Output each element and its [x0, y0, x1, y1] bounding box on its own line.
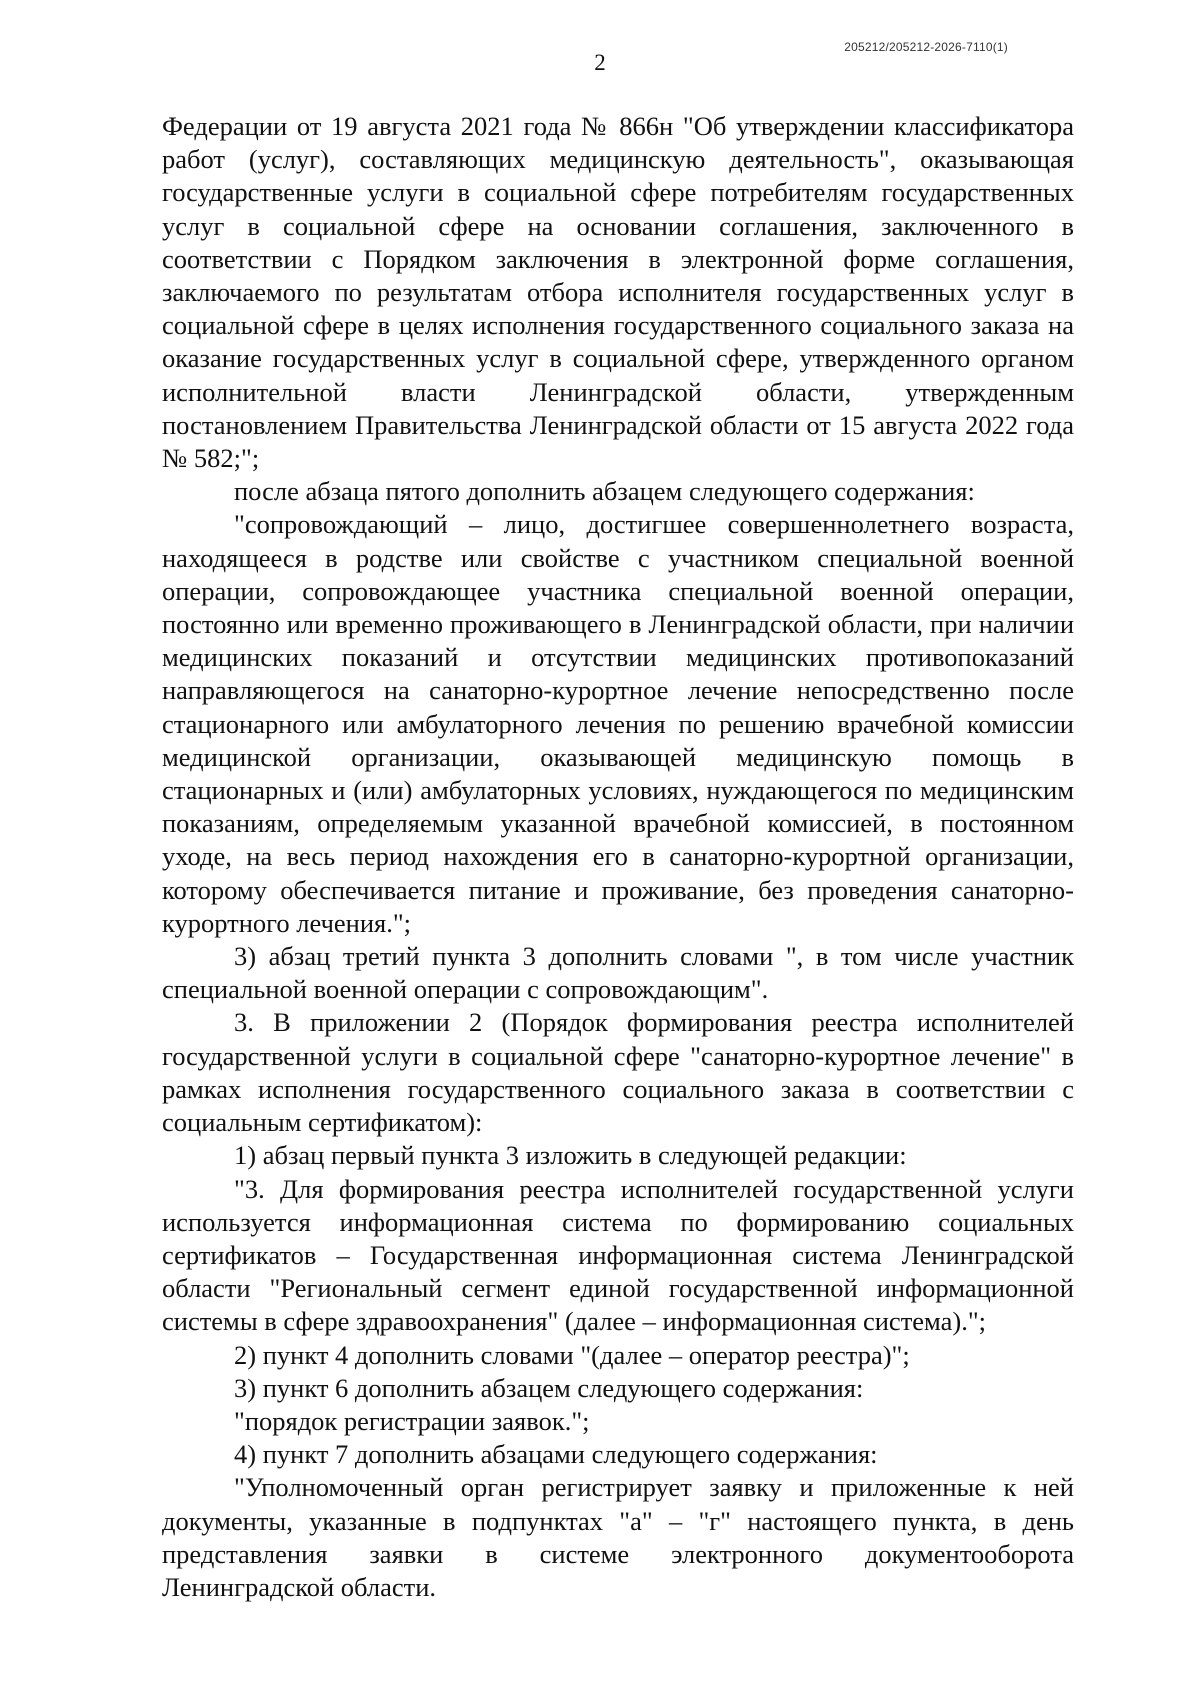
- paragraph: 2) пункт 4 дополнить словами "(далее – оператор реестра)";: [234, 1339, 910, 1370]
- paragraph: "сопровождающий – лицо, достигшее совершеннолетнего возраста, находящееся в родстве или свойстве с участником специальной военной операции, сопровождающее участника специальной военной операции, постоянно или временно проживающего в Ленинградской области, при наличии медицинских показаний и отсутствии медицинских противопоказаний направляющегося на санаторно-курортное лечение непосредственно после стационарного или амбулаторного лечения по решению врачебной комиссии медицинской организации, оказывающей медицинскую помощь в стационарных и (или) амбулаторных условиях, нуждающегося по медицинским показаниям, определяемым указанной врачебной комиссией, в постоянном уходе, на весь период нахождения его в санаторно-курортной организации, которому обеспечивается питание и проживание, без проведения санаторно-курортного лечения.";: [162, 509, 1074, 938]
- document-id: 205212/205212-2026-7110(1): [844, 40, 1008, 54]
- paragraph: 1) абзац первый пункта 3 изложить в следующей редакции:: [234, 1140, 907, 1171]
- paragraph: "Уполномоченный орган регистрирует заявку и приложенные к ней документы, указанные в подпунктах "а" – "г" настоящего пункта, в день представления заявки в системе электронного документооборота Ленинградской области.: [162, 1472, 1074, 1602]
- paragraph: 4) пункт 7 дополнить абзацами следующего содержания:: [234, 1439, 878, 1470]
- document-body: [162, 110, 1074, 1604]
- paragraph: 3) пункт 6 дополнить абзацем следующего содержания:: [234, 1372, 864, 1403]
- page-number: 2: [594, 50, 606, 75]
- paragraph: после абзаца пятого дополнить абзацем следующего содержания:: [234, 476, 975, 507]
- paragraph: "3. Для формирования реестра исполнителей государственной услуги используется информационная система по формированию социальных сертификатов – Государственная информационная система Ленинградской области "Региональный сегмент единой государственной информационной системы в сфере здравоохранения" (далее – информационная система).";: [162, 1173, 1074, 1337]
- paragraph: 3) абзац третий пункта 3 дополнить словами ", в том числе участник специальной военной операции с сопровождающим".: [162, 941, 1074, 1005]
- paragraph-continuation: Федерации от 19 августа 2021 года № 866н "Об утверждении классификатора работ (услуг), составляющих медицинскую деятельность", оказывающая государственные услуги в социальной сфере потребителям государственных услуг в социальной сфере на основании соглашения, заключенного в соответствии с Порядком заключения в электронной форме соглашения, заключаемого по результатам отбора исполнителя государственных услуг в социальной сфере в целях исполнения государственного социального заказа на оказание государственных услуг в социальной сфере, утвержденного органом исполнительной власти Ленинградской области, утвержденным постановлением Правительства Ленинградской области от 15 августа 2022 года № 582;";: [162, 111, 1074, 474]
- paragraph: "порядок регистрации заявок.";: [234, 1405, 590, 1436]
- paragraph: 3. В приложении 2 (Порядок формирования реестра исполнителей государственной услуги в социальной сфере "санаторно-курортное лечение" в рамках исполнения государственного социального заказа в соответствии с социальным сертификатом):: [162, 1007, 1074, 1138]
